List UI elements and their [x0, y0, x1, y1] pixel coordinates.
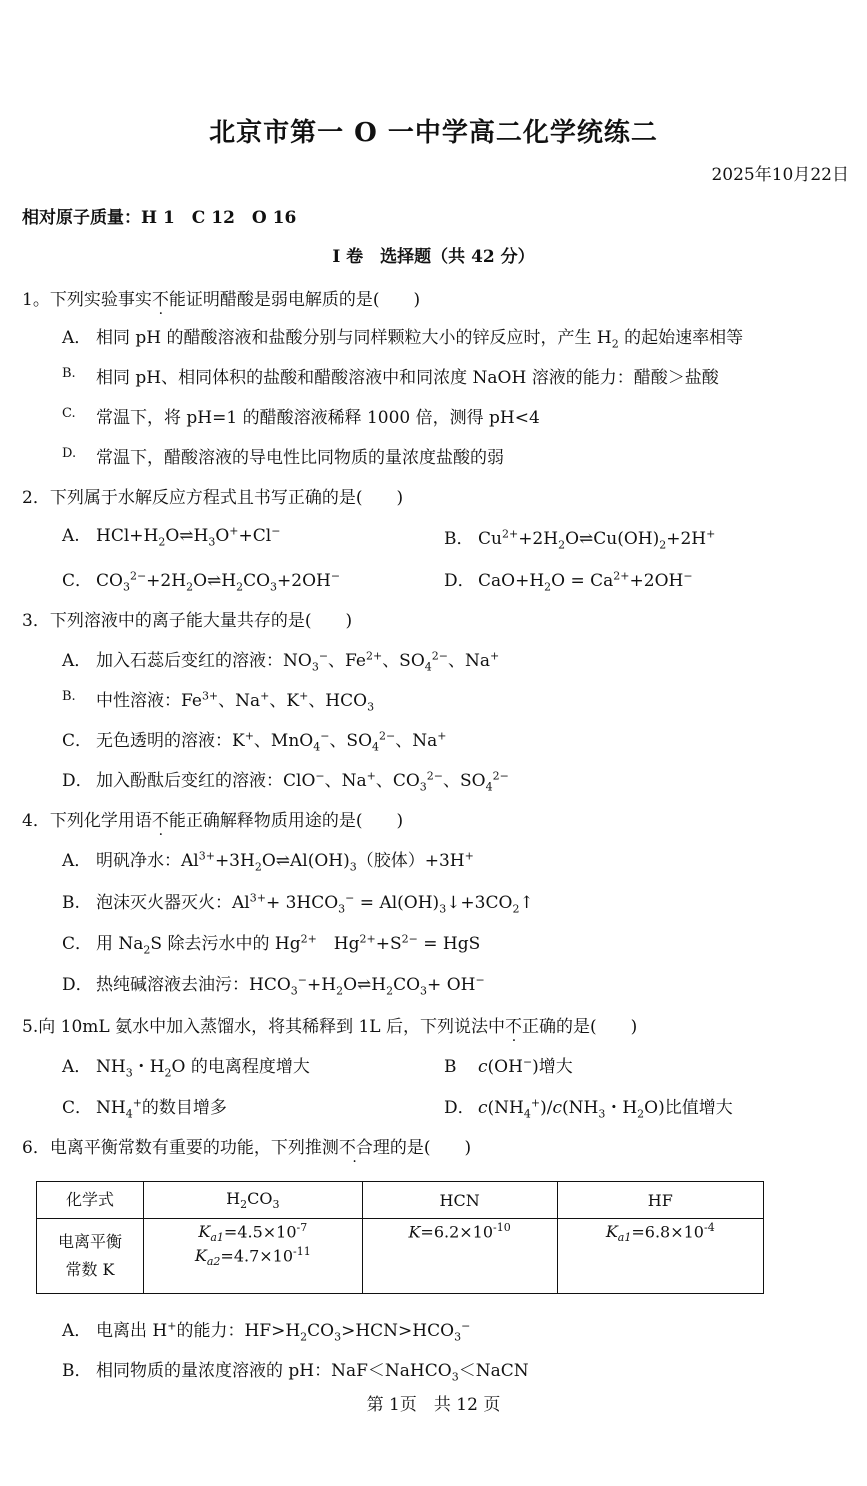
question-4-option-b[interactable]: B. 泡沫灭火器灭火：$Al^{3+}+ 3HCO_3^-$ = $Al(OH)_3↓+3CO_2↑$ — [62, 891, 534, 916]
section-heading: I 卷 选择题（共 42 分） — [332, 247, 535, 267]
atomic-mass-line: 相对原子质量：H 1 C 12 O 16 — [22, 208, 297, 228]
question-1-option-c[interactable]: C. 常温下，将 pH=1 的醋酸溶液稀释 1000 倍，测得 pH<4 — [62, 406, 540, 428]
question-2-option-c[interactable]: C． $CO_3^{2-}+2H_2O\rightleftharpoons H_2CO_3+2OH^-$ — [62, 569, 341, 594]
question-1-option-d[interactable]: D. 常温下，醋酸溶液的导电性比同物质的量浓度盐酸的弱 — [62, 446, 504, 468]
question-4-stem: 4．下列化学用语不能正确解释物质用途的是( ) — [22, 811, 404, 831]
question-1-stem: 1。下列实验事实不能证明醋酸是弱电解质的是( ) — [22, 290, 421, 310]
question-3-option-c[interactable]: C． 无色透明的溶液：K+、MnO$_4$−、$SO_4^{2-}$、Na+ — [62, 729, 447, 754]
question-2-option-d[interactable]: D． $CaO+H_2O = Ca^{2+}+2OH^-$ — [444, 569, 693, 594]
question-3-option-b[interactable]: B. 中性溶液：$Fe^{3+}$、Na+、K+、$HCO_3$ — [62, 689, 375, 714]
question-2-option-a[interactable]: A. $HCl+H_2O\rightleftharpoons H_3O^++Cl^-$ — [62, 524, 281, 549]
question-5-option-c[interactable]: C． $NH_4^+$的数目增多 — [62, 1096, 227, 1121]
question-5-stem: 5.向 10mL 氨水中加入蒸馏水，将其稀释到 1L 后，下列说法中不正确的是( ) — [22, 1017, 638, 1037]
ionization-constants-table — [36, 1181, 764, 1294]
question-3-stem: 3．下列溶液中的离子能大量共存的是( ) — [22, 611, 353, 631]
question-6-stem: 6．电离平衡常数有重要的功能，下列推测不合理的是( ) — [22, 1138, 472, 1158]
question-2-option-b[interactable]: B． $Cu^{2+}+2H_2O\rightleftharpoons Cu(OH)_2+2H^+$ — [444, 527, 716, 552]
table-row-label: 电离平衡 常数 K — [37, 1219, 144, 1294]
question-5-option-a[interactable]: A． $NH_3$・$H_2O$ 的电离程度增大 — [62, 1057, 310, 1080]
table-header-cell: HCN — [362, 1182, 557, 1219]
question-4-option-c[interactable]: C． 用 $Na_2S$ 除去污水中的 $Hg^{2+}$ $Hg^{2+}+S^{2-}$ = HgS — [62, 932, 481, 957]
question-4-option-d[interactable]: D． 热纯碱溶液去油污：$HCO_3^-+H_2O\rightleftharpoons H_2CO_3+ OH^-$ — [62, 973, 485, 998]
question-4-option-a[interactable]: A． 明矾净水：$Al^{3+}+3H_2O\rightleftharpoons Al(OH)_3$（胶体）+3H+ — [62, 849, 474, 874]
question-5-option-d[interactable]: D． $c(NH_4^+)/c(NH_3$・$H_2O$)比值增大 — [444, 1096, 733, 1121]
exam-date: 2025年10月22日 — [711, 165, 849, 185]
table-cell-h2co3: $K_{a1}=4.5\times 10^{-7}$ $K_{a2}=4.7\times 10^{-11}$ — [144, 1219, 363, 1294]
question-5-option-b[interactable]: B c(OH−)增大 — [444, 1055, 573, 1077]
table-header-cell: $H_2CO_3$ — [144, 1182, 363, 1219]
table-cell-hcn: $K=6.2\times 10^{-10}$ — [362, 1219, 557, 1294]
table-row — [37, 1219, 764, 1294]
question-2-stem: 2．下列属于水解反应方程式且书写正确的是( ) — [22, 488, 404, 508]
page-footer: 第 1页 共 12 页 — [366, 1395, 501, 1415]
page-title: 北京市第一 O 一中学高二化学统练二 — [209, 118, 658, 148]
question-1-option-b[interactable]: B. 相同 pH、相同体积的盐酸和醋酸溶液中和同浓度 NaOH 溶液的能力：醋酸＞盐酸 — [62, 366, 719, 388]
question-3-option-a[interactable]: A． 加入石蕊后变红的溶液：$NO_3^-$、$Fe^{2+}$、$SO_4^{2-}$、Na+ — [62, 649, 500, 674]
table-header-row — [37, 1182, 764, 1219]
question-1-option-a[interactable]: A． 相同 pH 的醋酸溶液和盐酸分别与同样颗粒大小的锌反应时，产生 $H_2$ 的起始速率相等 — [62, 328, 744, 351]
question-6-option-b[interactable]: B． 相同物质的量浓度溶液的 pH：NaF＜NaHCO$_3$＜NaCN — [62, 1361, 529, 1384]
table-header-cell: 化学式 — [37, 1182, 144, 1219]
table-header-cell: HF — [557, 1182, 763, 1219]
question-6-option-a[interactable]: A． 电离出 H+的能力：$HF>H_2CO_3>HCN>HCO_3^-$ — [62, 1319, 471, 1344]
question-3-option-d[interactable]: D． 加入酚酞后变红的溶液：ClO−、Na+、$CO_3^{2-}$、$SO_4^{2-}$ — [62, 769, 509, 794]
table-cell-hf: $K_{a1}=6.8\times 10^{-4}$ — [557, 1219, 763, 1294]
